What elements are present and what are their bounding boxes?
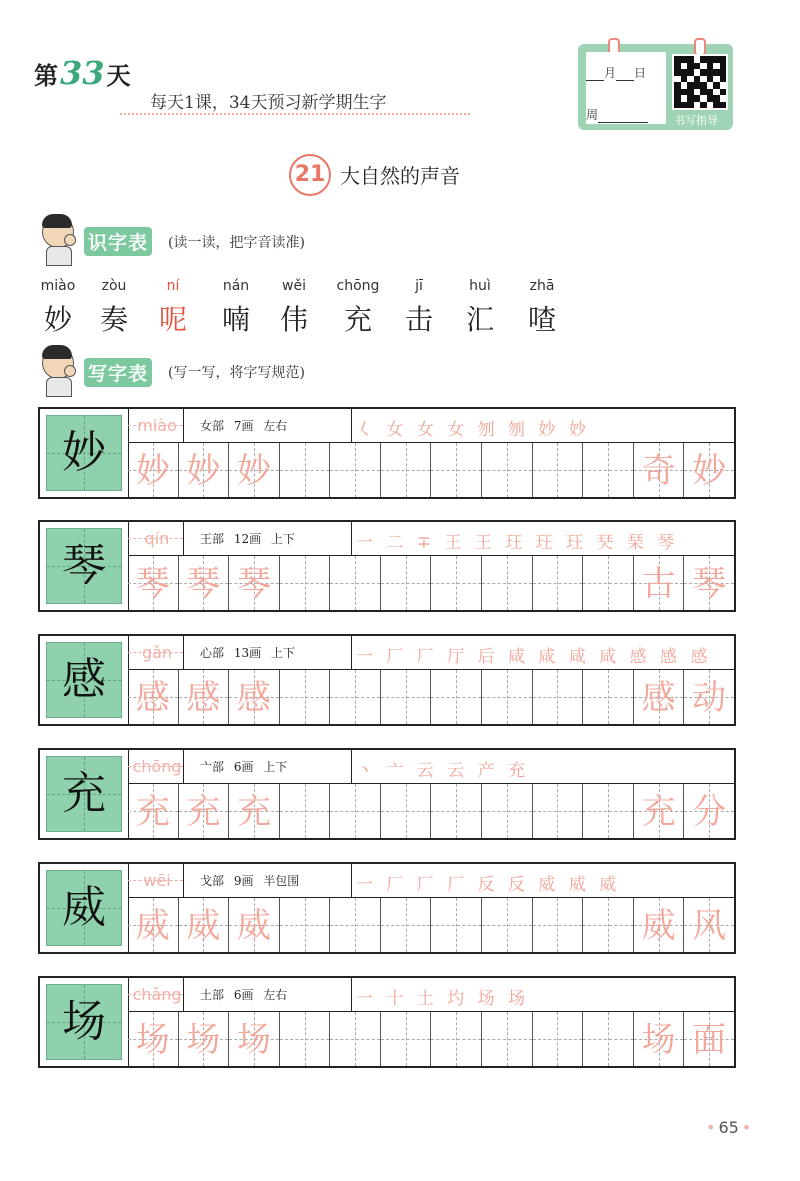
practice-cell[interactable] <box>482 898 533 952</box>
practice-cell[interactable] <box>533 670 584 724</box>
practice-cell[interactable] <box>229 898 280 952</box>
model-character: 充 <box>62 768 106 819</box>
trace-character <box>330 556 380 610</box>
trace-character <box>533 443 583 497</box>
practice-cell[interactable] <box>431 670 482 724</box>
practice-cell[interactable] <box>381 556 432 610</box>
trace-character <box>431 898 481 952</box>
trace-character <box>583 898 633 952</box>
trace-character <box>431 556 481 610</box>
trace-character <box>381 898 431 952</box>
practice-cell[interactable] <box>179 898 230 952</box>
trace-character: 场 <box>186 1020 221 1060</box>
write-row <box>38 862 736 954</box>
practice-cell[interactable] <box>280 1012 331 1066</box>
practice-cell[interactable] <box>684 556 734 610</box>
practice-cell[interactable] <box>431 784 482 838</box>
practice-cell[interactable] <box>634 443 685 497</box>
practice-cells <box>128 898 734 952</box>
radical-stroke-info: 女部 7画 左右 <box>200 419 288 433</box>
practice-cell[interactable] <box>431 898 482 952</box>
day-number: 33 <box>60 54 105 92</box>
qr-label: 书写指导 <box>674 114 718 127</box>
practice-cell[interactable] <box>179 443 230 497</box>
trace-character: 琴 <box>186 564 221 604</box>
write-row <box>38 748 736 840</box>
practice-cell[interactable] <box>634 784 685 838</box>
lesson-title: 大自然的声音 <box>340 164 460 188</box>
practice-cell[interactable] <box>583 898 634 952</box>
boy-thinking-icon <box>36 345 80 395</box>
trace-character: 分 <box>692 792 727 832</box>
practice-cell[interactable] <box>482 1012 533 1066</box>
trace-character: 充 <box>135 792 170 832</box>
trace-character <box>482 784 532 838</box>
practice-cell[interactable] <box>684 1012 734 1066</box>
trace-character: 场 <box>135 1020 170 1060</box>
trace-character <box>482 1012 532 1066</box>
day-suffix: 天 <box>106 61 131 90</box>
qr-code-icon[interactable] <box>672 54 728 110</box>
trace-character <box>381 443 431 497</box>
practice-cell[interactable] <box>128 1012 179 1066</box>
practice-cell[interactable] <box>330 443 381 497</box>
practice-cell[interactable] <box>482 443 533 497</box>
practice-cell[interactable] <box>330 784 381 838</box>
model-character-box <box>46 756 122 832</box>
practice-cell[interactable] <box>280 898 331 952</box>
trace-character <box>533 898 583 952</box>
recognize-item: wěi 伟 <box>279 278 308 336</box>
practice-cell[interactable] <box>229 556 280 610</box>
practice-cell[interactable] <box>229 443 280 497</box>
practice-cell[interactable] <box>330 556 381 610</box>
week-line <box>586 106 648 123</box>
recognize-item: nán 喃 <box>221 278 250 336</box>
trace-character: 妙 <box>135 451 170 491</box>
trace-character <box>482 898 532 952</box>
trace-character: 古 <box>641 564 676 604</box>
trace-character <box>280 898 330 952</box>
model-character: 感 <box>62 654 106 705</box>
trace-character: 感 <box>186 678 221 718</box>
trace-character <box>381 670 431 724</box>
practice-cell[interactable] <box>229 1012 280 1066</box>
recognize-item: miào 妙 <box>40 278 76 336</box>
trace-character: 场 <box>236 1020 271 1060</box>
practice-cell[interactable] <box>381 784 432 838</box>
practice-cell[interactable] <box>583 1012 634 1066</box>
trace-character <box>482 670 532 724</box>
trace-character <box>533 1012 583 1066</box>
practice-cell[interactable] <box>330 670 381 724</box>
practice-cell[interactable] <box>381 1012 432 1066</box>
trace-character <box>381 784 431 838</box>
trace-character: 充 <box>186 792 221 832</box>
practice-cell[interactable] <box>431 1012 482 1066</box>
recognize-item: zhā 喳 <box>527 278 556 336</box>
row-pinyin: miào <box>137 416 177 435</box>
trace-character: 动 <box>692 678 727 718</box>
trace-character <box>431 784 481 838</box>
trace-character: 奇 <box>641 451 676 491</box>
practice-cell[interactable] <box>583 556 634 610</box>
practice-cell[interactable] <box>431 443 482 497</box>
practice-cell[interactable] <box>684 670 734 724</box>
practice-cell[interactable] <box>634 898 685 952</box>
recognize-section-title: 识字表 <box>84 227 152 256</box>
practice-cells <box>128 670 734 724</box>
trace-character: 感 <box>236 678 271 718</box>
model-character-box <box>46 528 122 604</box>
trace-character <box>330 898 380 952</box>
day-title <box>34 54 131 92</box>
stroke-order: 一 二 ∓ 王 王 玨 玨 玨 珡 琹 琴 <box>356 533 679 553</box>
stroke-order: 𡿨 女 女 女 刎 刎 妙 妙 <box>356 420 590 440</box>
practice-cell[interactable] <box>179 556 230 610</box>
trace-character <box>280 556 330 610</box>
practice-cell[interactable] <box>330 1012 381 1066</box>
practice-cell[interactable] <box>128 784 179 838</box>
practice-cell[interactable] <box>684 443 734 497</box>
practice-cell[interactable] <box>179 784 230 838</box>
recognize-item: huì 汇 <box>465 278 494 336</box>
trace-character: 场 <box>641 1020 676 1060</box>
practice-cell[interactable] <box>280 556 331 610</box>
practice-cell[interactable] <box>684 784 734 838</box>
trace-character: 威 <box>135 906 170 946</box>
trace-character <box>533 670 583 724</box>
trace-character <box>583 784 633 838</box>
trace-character <box>583 556 633 610</box>
recognize-section-note: (读一读，把字音读准) <box>168 235 305 251</box>
write-row <box>38 520 736 612</box>
trace-character: 感 <box>641 678 676 718</box>
day-slogan: 每天1课，34天预习新学期生字 <box>150 93 387 113</box>
practice-cell[interactable] <box>533 784 584 838</box>
trace-character <box>583 443 633 497</box>
trace-character <box>280 784 330 838</box>
page-number: • 65 • <box>706 1118 751 1137</box>
practice-cell[interactable] <box>482 670 533 724</box>
practice-cell[interactable] <box>280 443 331 497</box>
trace-character: 面 <box>692 1020 727 1060</box>
stroke-order: 一 厂 厂 厅 后 咸 咸 咸 咸 感 感 感 <box>356 647 712 667</box>
day-label: 日 <box>634 66 647 80</box>
trace-character: 妙 <box>186 451 221 491</box>
row-pinyin: chǎng <box>132 985 182 1004</box>
model-character: 琴 <box>62 540 106 591</box>
trace-character <box>280 1012 330 1066</box>
day-prefix: 第 <box>34 61 58 90</box>
write-section-title: 写字表 <box>84 358 152 387</box>
model-character-box <box>46 642 122 718</box>
model-character-box <box>46 415 122 491</box>
trace-character <box>482 556 532 610</box>
practice-cell[interactable] <box>128 443 179 497</box>
practice-cells <box>128 556 734 610</box>
model-character: 威 <box>62 882 106 933</box>
recognize-item-highlighted: ní 呢 <box>158 278 187 336</box>
trace-character <box>533 556 583 610</box>
trace-character <box>330 784 380 838</box>
practice-cell[interactable] <box>229 784 280 838</box>
trace-character <box>583 670 633 724</box>
practice-cell[interactable] <box>330 898 381 952</box>
write-row <box>38 407 736 499</box>
practice-cell[interactable] <box>128 556 179 610</box>
row-pinyin: gǎn <box>141 643 173 662</box>
practice-cell[interactable] <box>684 898 734 952</box>
practice-cell[interactable] <box>280 670 331 724</box>
practice-cell[interactable] <box>533 443 584 497</box>
radical-stroke-info: 土部 6画 左右 <box>200 988 288 1002</box>
write-section-note: (写一写，将字写规范) <box>168 365 305 381</box>
stroke-order: 一 厂 厂 厂 反 反 威 威 威 <box>356 875 621 895</box>
trace-character: 威 <box>186 906 221 946</box>
write-row <box>38 976 736 1068</box>
trace-character <box>381 1012 431 1066</box>
trace-character: 琴 <box>135 564 170 604</box>
practice-cell[interactable] <box>533 898 584 952</box>
write-row <box>38 634 736 726</box>
practice-cell[interactable] <box>128 670 179 724</box>
practice-cell[interactable] <box>381 898 432 952</box>
trace-character <box>330 1012 380 1066</box>
date-line <box>586 64 646 81</box>
trace-character: 充 <box>641 792 676 832</box>
practice-cells <box>128 1012 734 1066</box>
practice-cell[interactable] <box>583 784 634 838</box>
radical-stroke-info: 王部 12画 上下 <box>200 532 295 546</box>
trace-character <box>482 443 532 497</box>
trace-character: 感 <box>135 678 170 718</box>
trace-character <box>431 443 481 497</box>
model-character: 妙 <box>62 427 106 478</box>
trace-character <box>280 443 330 497</box>
practice-cell[interactable] <box>381 670 432 724</box>
boy-thinking-icon <box>36 214 80 264</box>
trace-character: 琴 <box>236 564 271 604</box>
trace-character <box>431 670 481 724</box>
trace-character <box>431 1012 481 1066</box>
trace-character: 威 <box>236 906 271 946</box>
model-character-box <box>46 984 122 1060</box>
row-pinyin: chōng <box>132 757 182 776</box>
practice-cells <box>128 443 734 497</box>
practice-cell[interactable] <box>431 556 482 610</box>
recognize-item: zòu 奏 <box>99 278 128 336</box>
row-pinyin: qín <box>144 529 170 548</box>
practice-cell[interactable] <box>583 443 634 497</box>
recognize-item: chōng 充 <box>336 278 380 336</box>
month-label: 月 <box>604 66 617 80</box>
trace-character: 妙 <box>236 451 271 491</box>
week-label: 周 <box>586 108 599 122</box>
row-pinyin: wēi <box>143 871 171 890</box>
practice-cell[interactable] <box>533 1012 584 1066</box>
trace-character: 充 <box>236 792 271 832</box>
stroke-order: 一 十 土 圴 场 场 <box>356 989 530 1009</box>
practice-cell[interactable] <box>634 1012 685 1066</box>
practice-cell[interactable] <box>583 670 634 724</box>
trace-character: 威 <box>641 906 676 946</box>
date-box <box>578 44 733 130</box>
recognize-item: jī 击 <box>404 278 433 336</box>
header-divider <box>120 113 470 115</box>
practice-cell[interactable] <box>280 784 331 838</box>
practice-cell[interactable] <box>482 556 533 610</box>
practice-cell[interactable] <box>179 1012 230 1066</box>
trace-character: 琴 <box>692 564 727 604</box>
model-character-box <box>46 870 122 946</box>
trace-character <box>330 443 380 497</box>
model-character: 场 <box>62 996 106 1047</box>
trace-character <box>330 670 380 724</box>
trace-character <box>583 1012 633 1066</box>
stroke-order: 丶 亠 云 云 产 充 <box>356 761 530 781</box>
practice-cell[interactable] <box>381 443 432 497</box>
lesson-number: 21 <box>289 154 331 196</box>
practice-cells <box>128 784 734 838</box>
practice-cell[interactable] <box>533 556 584 610</box>
radical-stroke-info: 戈部 9画 半包围 <box>200 874 300 888</box>
radical-stroke-info: 心部 13画 上下 <box>200 646 295 660</box>
practice-cell[interactable] <box>634 670 685 724</box>
trace-character <box>381 556 431 610</box>
practice-cell[interactable] <box>179 670 230 724</box>
trace-character: 风 <box>692 906 727 946</box>
practice-cell[interactable] <box>634 556 685 610</box>
trace-character <box>280 670 330 724</box>
trace-character <box>533 784 583 838</box>
practice-cell[interactable] <box>128 898 179 952</box>
trace-character: 妙 <box>692 451 727 491</box>
radical-stroke-info: 亠部 6画 上下 <box>200 760 288 774</box>
practice-cell[interactable] <box>229 670 280 724</box>
practice-cell[interactable] <box>482 784 533 838</box>
